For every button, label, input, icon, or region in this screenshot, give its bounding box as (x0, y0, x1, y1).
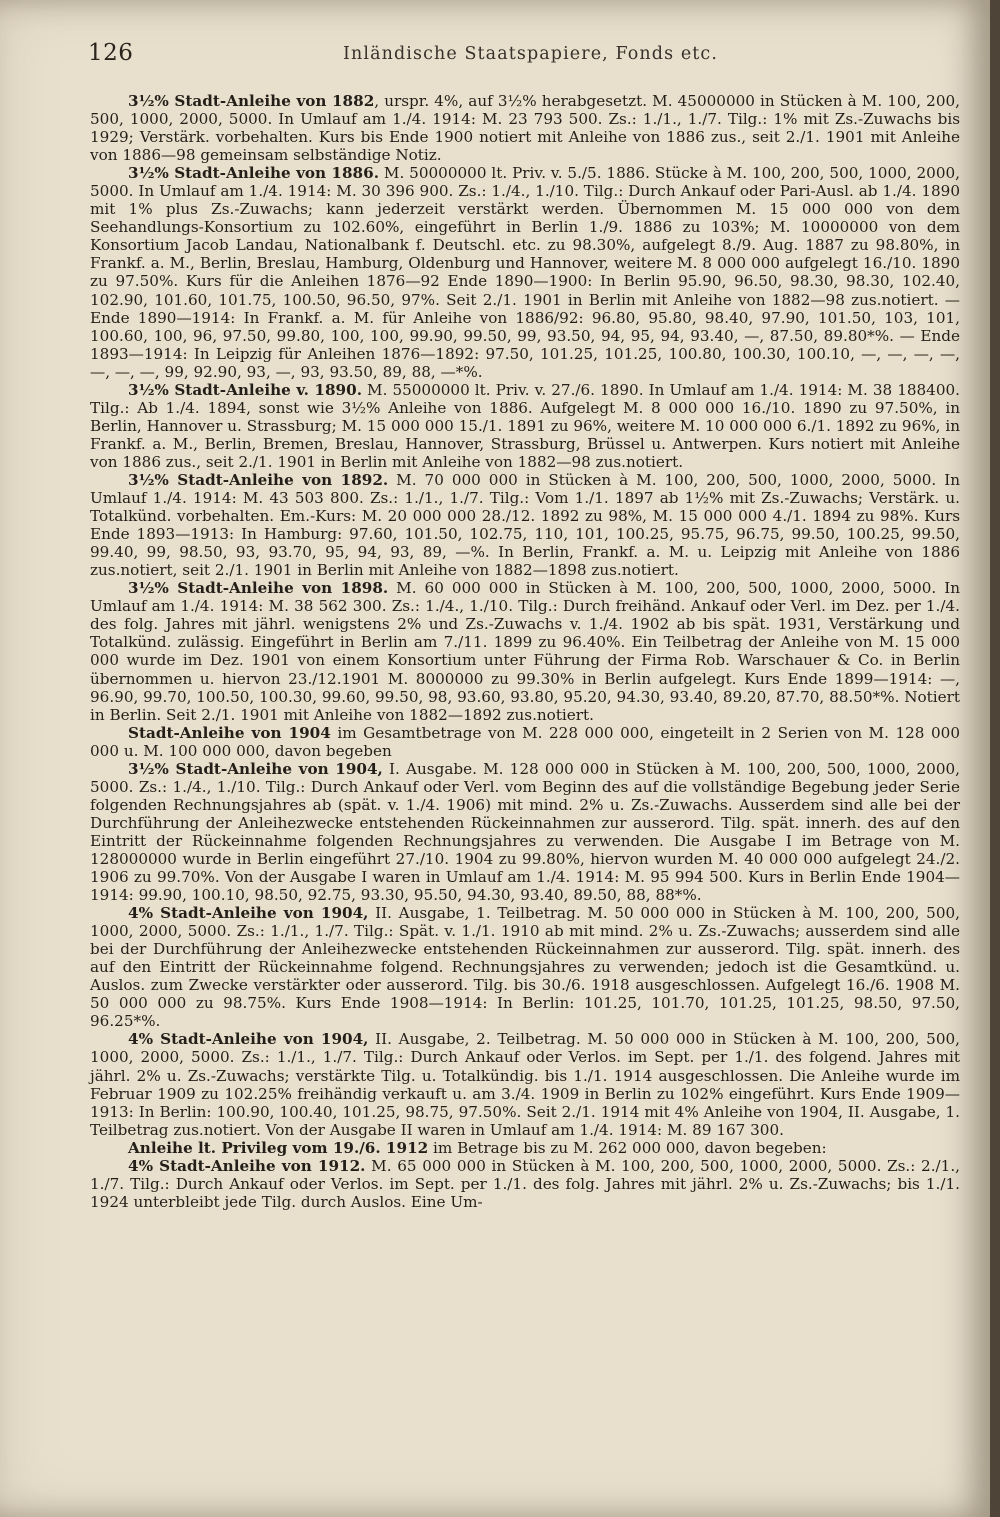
entry-text: im Gesamtbetrage von M. 228 000 000, eingeteilt in 2 Serien von M. 128 000 000 u. M. 100 000 000, davon begeben (90, 723, 960, 760)
entry-title: 3½% Stadt-Anleihe von 1892. (128, 470, 389, 489)
entry-title: 3½% Stadt-Anleihe von 1898. (128, 579, 389, 598)
entry-paragraph (90, 1157, 960, 1211)
running-title: Inländische Staatspapiere, Fonds etc. (343, 44, 718, 64)
entry-text: M. 50000000 lt. Priv. v. 5./5. 1886. Stücke à M. 100, 200, 500, 1000, 2000, 5000. In Umlauf am 1./4. 1914: M. 30 396 900. Zs.: 1./4., 1./10. Tilg.: Durch Ankauf oder Pari-Ausl. ab 1./4. 1890 mit 1% plus Zs.-Zuwachs; kann jederzeit verstärkt werden. Übernommen M. 15 000 000 von dem Seehandlungs-Konsortium zu 102.60%, eingeführt in Berlin 1./9. 1886 zu 103%; M. 10000000 von dem Konsortium Jacob Landau, Nationalbank f. Deutschl. etc. zu 98.30%, aufgelegt 8./9. Aug. 1887 zu 98.80%, in Frankf. a. M., Berlin, Breslau, Hamburg, Oldenburg und Hannover, weitere M. 8 000 000 aufgelegt 16./10. 1890 zu 97.50%. Kurs für die Anleihen 1876—92 Ende 1890—1900: In Berlin 95.90, 96.50, 98.30, 98.30, 102.40, 102.90, 101.60, 101.75, 100.50, 96.50, 97%. Seit 2./1. 1901 in Berlin mit Anleihe von 1882—98 zus.notiert. — Ende 1890—1914: In Frankf. a. M. für Anleihe von 1886/92: 96.80, 95.80, 98.40, 97.90, 101.50, 103, 101, 100.60, 100, 96, 97.50, 99.80, 100, 100, 99.90, 99.50, 99, 93.50, 94, 95, 94, 93.40, —, 87.50, 89.80*%. — Ende 1893—1914: In Leipzig für Anleihen 1876—1892: 97.50, 101.25, 101.25, 100.80, 100.30, 100.10, —, —, —, —, —, —, —, 99, 92.90, 93, —, 93, 93.50, 89, 88, —*%. (90, 164, 960, 381)
page-header (88, 40, 958, 72)
entry-title: Anleihe lt. Privileg vom 19./6. 1912 (128, 1138, 429, 1157)
entry-paragraph (90, 471, 960, 579)
entry-paragraph (90, 381, 960, 471)
page-number: 126 (88, 40, 134, 66)
book-spine-edge (990, 0, 1000, 1517)
entry-title: 3½% Stadt-Anleihe v. 1890. (128, 380, 362, 399)
entry-title: 3½% Stadt-Anleihe von 1904, (128, 759, 383, 778)
entry-text: M. 55000000 lt. Priv. v. 27./6. 1890. In Umlauf am 1./4. 1914: M. 38 188400. Tilg.: Ab 1./4. 1894, sonst wie 3½% Anleihe von 1886. Aufgelegt M. 8 000 000 16./10. 1890 zu 97.50%, in Berlin, Hannover u. Strassburg; M. 15 000 000 15./1. 1891 zu 96%, weitere M. 10 000 000 6./1. 1892 zu 96%, in Frankf. a. M., Berlin, Bremen, Breslau, Hannover, Strassburg, Brüssel u. Antwerpen. Kurs notiert mit Anleihe von 1886 zus., seit 2./1. 1901 in Berlin mit Anleihe von 1882—98 zus.notiert. (90, 380, 960, 471)
entry-title: 3½% Stadt-Anleihe von 1886. (128, 164, 379, 183)
entry-paragraph (90, 1030, 960, 1138)
entry-text: I. Ausgabe. M. 128 000 000 in Stücken à M. 100, 200, 500, 1000, 2000, 5000. Zs.: 1./4., 1./10. Tilg.: Durch Ankauf oder Verl. vom Beginn des auf die vollständige Begebung jeder Serie folgenden Rechnungsjahres ab (spät. v. 1./4. 1906) mit mind. 2% u. Zs.-Zuwachs. Ausserdem sind alle bei der Durchführung der Anleihezwecke entstehenden Rückeinnahmen zur ausserord. Tilg. spät. innerh. des auf den Eintritt der Rückeinnahme folgenden Rechnungsjahres zu verwenden. Die Ausgabe I im Betrage von M. 128000000 wurde in Berlin eingeführt 27./10. 1904 zu 99.80%, hiervon wurden M. 40 000 000 aufgelegt 24./2. 1906 zu 99.70%. Von der Ausgabe I waren in Umlauf am 1./4. 1914: M. 95 994 500. Kurs in Berlin Ende 1904—1914: 99.90, 100.10, 98.50, 92.75, 93.30, 95.50, 94.30, 93.40, 89.50, 88, 88*%. (90, 759, 960, 905)
entry-paragraph (90, 1139, 960, 1157)
entry-text: II. Ausgabe, 2. Teilbetrag. M. 50 000 000 in Stücken à M. 100, 200, 500, 1000, 2000, 5000. Zs.: 1./1., 1./7. Tilg.: Durch Ankauf oder Verlos. im Sept. per 1./1. des folgend. Jahres mit jährl. 2% u. Zs.-Zuwachs; verstärkte Tilg. u. Totalkündig. bis 1./1. 1914 ausgeschlossen. Die Anleihe wurde im Februar 1909 zu 102.25% freihändig verkauft u. am 3./4. 1909 in Berlin zu 102% eingeführt. Kurs Ende 1909—1913: In Berlin: 100.90, 100.40, 101.25, 98.75, 97.50%. Seit 2./1. 1914 mit 4% Anleihe von 1904, II. Ausgabe, 1. Teilbetrag zus.notiert. Von der Ausgabe II waren in Umlauf am 1./4. 1914: M. 89 167 300. (90, 1030, 960, 1139)
entry-text: im Betrage bis zu M. 262 000 000, davon begeben: (428, 1138, 827, 1157)
entry-title: 4% Stadt-Anleihe von 1904, (128, 1030, 369, 1049)
entry-paragraph (90, 92, 960, 164)
entry-title: 4% Stadt-Anleihe von 1912. (128, 1156, 366, 1175)
entry-text: M. 65 000 000 in Stücken à M. 100, 200, 500, 1000, 2000, 5000. Zs.: 2./1., 1./7. Tilg.: Durch Ankauf oder Verlos. im Sept. per 1./1. des folg. Jahres mit jährl. 2% u. Zs.-Zuwachs; bis 1./1. 1924 unterbleibt jede Tilg. durch Auslos. Eine Um- (90, 1156, 960, 1211)
entry-paragraph (90, 904, 960, 1030)
entry-paragraph (90, 760, 960, 904)
entry-title: Stadt-Anleihe von 1904 (128, 723, 331, 742)
entry-title: 4% Stadt-Anleihe von 1904, (128, 904, 369, 923)
entry-text: M. 60 000 000 in Stücken à M. 100, 200, 500, 1000, 2000, 5000. In Umlauf am 1./4. 1914: M. 38 562 300. Zs.: 1./4., 1./10. Tilg.: Durch freihänd. Ankauf oder Verl. im Dez. per 1./4. des folg. Jahres mit jährl. wenigstens 2% und Zs.-Zuwachs v. 1./4. 1902 ab bis spät. 1931, Verstärkung und Totalkünd. zulässig. Eingeführt in Berlin am 7./11. 1899 zu 96.40%. Ein Teilbetrag der Anleihe von M. 15 000 000 wurde im Dez. 1901 von einem Konsortium unter Führung der Firma Rob. Warschauer & Co. in Berlin übernommen u. hiervon 23./12.1901 M. 8000000 zu 99.30% in Berlin aufgelegt. Kurs Ende 1899—1914: —, 96.90, 99.70, 100.50, 100.30, 99.60, 99.50, 98, 93.60, 93.80, 95.20, 94.30, 93.40, 89.20, 87.70, 88.50*%. Notiert in Berlin. Seit 2./1. 1901 mit Anleihe von 1882—1892 zus.notiert. (90, 579, 961, 724)
entry-paragraph (90, 164, 960, 381)
entry-paragraph (90, 579, 960, 723)
page-body (90, 92, 960, 1211)
entry-title: 3½% Stadt-Anleihe von 1882 (128, 92, 375, 110)
entry-text: , urspr. 4%, auf 3½% herabgesetzt. M. 45000000 in Stücken à M. 100, 200, 500, 1000, 2000, 5000. In Umlauf am 1./4. 1914: M. 23 793 500. Zs.: 1./1., 1./7. Tilg.: 1% mit Zs.-Zuwachs bis 1929; Verstärk. vorbehalten. Kurs bis Ende 1900 notiert mit Anleihe von 1886 zus., seit 2./1. 1901 mit Anleihe von 1886—98 gemeinsam selbständige Notiz. (90, 92, 960, 165)
entry-text: II. Ausgabe, 1. Teilbetrag. M. 50 000 000 in Stücken à M. 100, 200, 500, 1000, 2000, 5000. Zs.: 1./1., 1./7. Tilg.: Spät. v. 1./1. 1910 ab mit mind. 2% u. Zs.-Zuwachs; ausserdem sind alle bei der Durchführung der Anleihezwecke entstehenden Rückeinnahmen zur ausserord. Tilg. spät. innerh. des auf den Eintritt der Rückeinnahme folgend. Rechnungsjahres zu verwenden; jedoch ist die Gesamtkünd. u. Auslos. zum Zwecke verstärkter oder ausserord. Tilg. bis 30./6. 1918 ausgeschlossen. Aufgelegt 16./6. 1908 M. 50 000 000 zu 98.75%. Kurs Ende 1908—1914: In Berlin: 101.25, 101.70, 101.25, 101.25, 98.50, 97.50, 96.25*%. (90, 904, 960, 1031)
entry-paragraph (90, 724, 960, 760)
entry-text: M. 70 000 000 in Stücken à M. 100, 200, 500, 1000, 2000, 5000. In Umlauf 1./4. 1914: M. 43 503 800. Zs.: 1./1., 1./7. Tilg.: Vom 1./1. 1897 ab 1½% mit Zs.-Zuwachs; Verstärk. u. Totalkünd. vorbehalten. Em.-Kurs: M. 20 000 000 28./12. 1892 zu 98%, M. 15 000 000 4./1. 1894 zu 98%. Kurs Ende 1893—1913: In Hamburg: 97.60, 101.50, 102.75, 110, 101, 100.25, 95.75, 96.75, 99.50, 100.25, 99.50, 99.40, 99, 98.50, 93, 93.70, 95, 94, 93, 89, —%. In Berlin, Frankf. a. M. u. Leipzig mit Anleihe von 1886 zus.notiert, seit 2./1. 1901 in Berlin mit Anleihe von 1882—1898 zus.notiert. (90, 470, 961, 580)
